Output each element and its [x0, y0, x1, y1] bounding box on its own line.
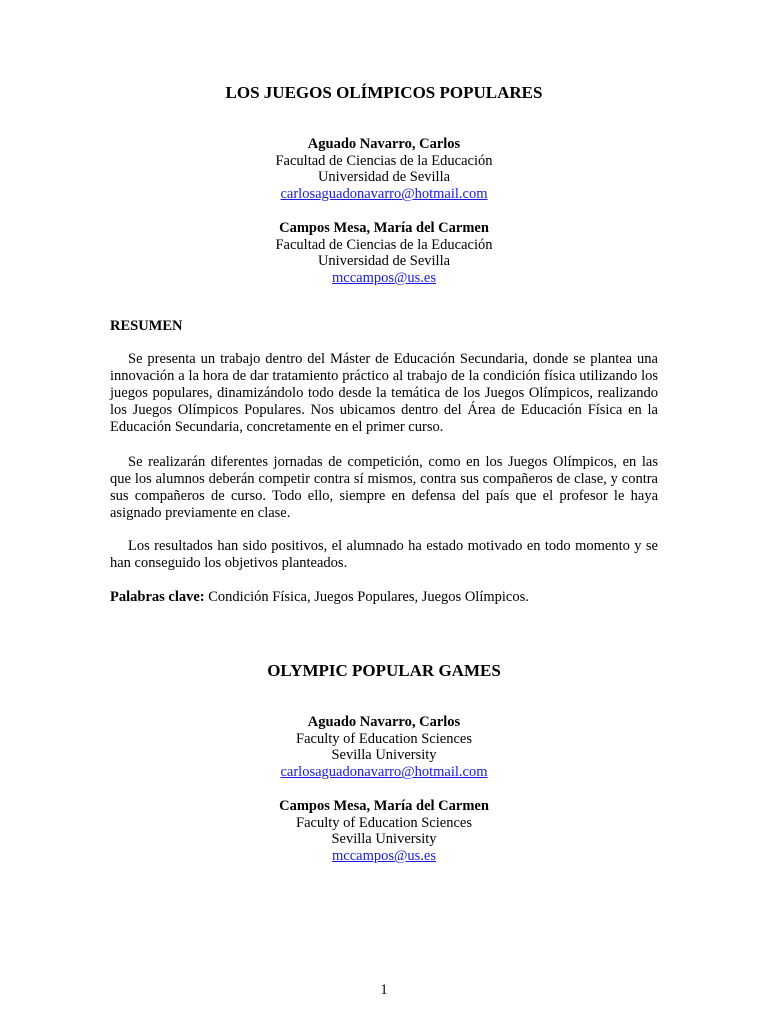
- author-faculty: Faculty of Education Sciences: [296, 730, 472, 747]
- english-author-block-1: [0, 714, 768, 781]
- spanish-title: LOS JUEGOS OLÍMPICOS POPULARES: [225, 83, 543, 102]
- page-number: 1: [380, 982, 388, 998]
- author-block-1: [0, 136, 768, 203]
- author-email-link[interactable]: mccampos@us.es: [332, 270, 436, 287]
- english-author-block-2: [0, 798, 768, 865]
- author-faculty: Facultad de Ciencias de la Educación: [275, 152, 493, 169]
- keywords-label: Palabras clave:: [110, 589, 205, 605]
- abstract-paragraph-1: Se presenta un trabajo dentro del Máster de Educación Secundaria, donde se plantea una innovación a la hora de dar tratamiento práctico al trabajo de la condición física utilizando los juegos populares, dinamizándolo todo desde la temática de los Juegos Olímpicos, realizando los Juegos Olímpicos Populares. Nos ubicamos dentro del Área de Educación Física en la Educación Secundaria, concretamente en el primer curso.: [110, 351, 658, 435]
- author-university: Universidad de Sevilla: [317, 169, 451, 186]
- author-faculty: Faculty of Education Sciences: [296, 814, 472, 831]
- abstract-paragraph-2: Se realizarán diferentes jornadas de competición, como en los Juegos Olímpicos, en las que los alumnos deberán competir contra sí mismos, contra sus compañeros de clase, y contra sus compañeros de curso. Todo ello, siempre en defensa del país que el profesor le haya asignado previamente en clase.: [110, 454, 658, 521]
- author-name: Aguado Navarro, Carlos: [307, 136, 461, 152]
- keywords-text: Condición Física, Juegos Populares, Juegos Olímpicos.: [204, 589, 529, 605]
- abstract-paragraph-3: Los resultados han sido positivos, el alumnado ha estado motivado en todo momento y se han conseguido los objetivos planteados.: [110, 538, 658, 571]
- author-name: Campos Mesa, María del Carmen: [279, 220, 489, 236]
- author-email-link[interactable]: carlosaguadonavarro@hotmail.com: [280, 764, 488, 781]
- abstract-heading: RESUMEN: [110, 318, 183, 334]
- author-name: Aguado Navarro, Carlos: [307, 714, 461, 730]
- author-university: Sevilla University: [331, 747, 437, 764]
- keywords-line: [110, 589, 658, 606]
- author-university: Universidad de Sevilla: [317, 253, 451, 270]
- author-email-link[interactable]: carlosaguadonavarro@hotmail.com: [280, 186, 488, 203]
- author-email-link[interactable]: mccampos@us.es: [332, 848, 436, 865]
- author-university: Sevilla University: [331, 831, 437, 848]
- author-block-2: [0, 220, 768, 287]
- english-title: OLYMPIC POPULAR GAMES: [267, 661, 501, 680]
- author-faculty: Facultad de Ciencias de la Educación: [275, 236, 493, 253]
- author-name: Campos Mesa, María del Carmen: [279, 798, 489, 814]
